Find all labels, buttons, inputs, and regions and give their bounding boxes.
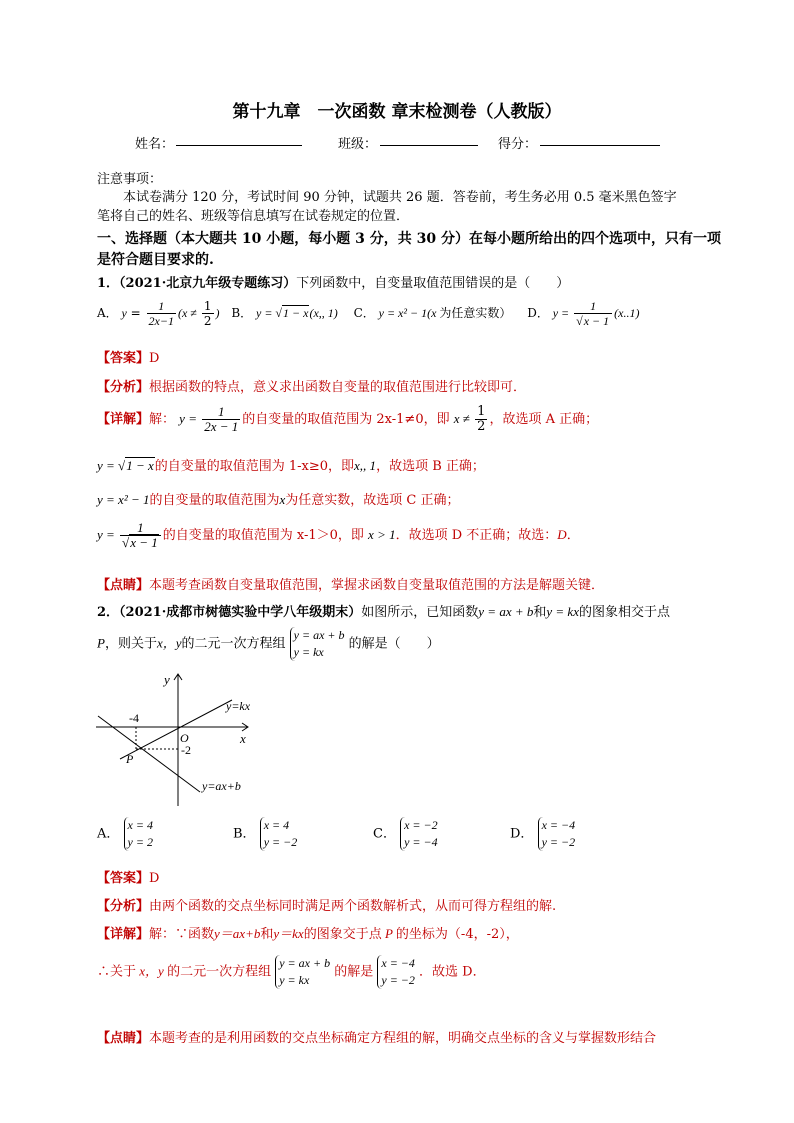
q1-answer xyxy=(97,347,159,366)
section-heading-bold: 一、选择题（本大题共 10 小题，每小题 3 分，共 30 分） xyxy=(97,231,469,247)
section-heading xyxy=(97,228,721,248)
q2-detail-line-2: ∴关于 x，y 的二元一次方程组 y = ax + b y = kx 的解是 x = −4 y = −2 ．故选 D． xyxy=(97,956,486,987)
graph-y-label: y xyxy=(164,672,170,687)
q1-option-c-note: 为任意实数） xyxy=(439,306,512,320)
q1-comment xyxy=(97,574,604,593)
q2-stem: 2．（2021·成都市树德实验中学八年级期末）如图所示，已知函数y = ax + b和y = kx的图象相交于点 xyxy=(97,604,670,620)
q1-analysis xyxy=(97,376,526,395)
notice-heading: 注意事项： xyxy=(97,172,163,187)
q1-option-c-formula: y = x² − 1(x xyxy=(378,306,440,320)
q2-comment: 【点睛】本题考查的是利用函数的交点坐标确定方程组的解，明确交点坐标的含义与掌握数形结合 xyxy=(97,1031,657,1046)
score-field[interactable] xyxy=(540,133,660,146)
q2-analysis: 【分析】由两个函数的交点坐标同时满足两个函数解析式，从而可得方程组的解. xyxy=(97,899,557,914)
graph-origin-label: O xyxy=(180,731,189,745)
q1-comment-tag: 【点睛】 xyxy=(97,578,150,593)
q1-analysis-text: 根据函数的特点，意义求出函数自变量的取值范围进行比较即可． xyxy=(149,380,527,395)
q1-option-d-formula: y = xyxy=(552,306,573,320)
q1-analysis-tag: 【分析】 xyxy=(97,380,150,395)
q1-option-b-label: B． xyxy=(231,306,253,320)
graph-x-label: x xyxy=(240,731,246,746)
q2-stem-line-2: P，则关于x，y的二元一次方程组 y = ax + b y = kx 的解是（ ） xyxy=(97,628,440,659)
section-heading-line-2: 是符合题目要求的. xyxy=(97,252,214,268)
notice-line-1: 本试卷满分 120 分，考试时间 90 分钟，试题共 26 题．答卷前，考生务必用 0.5 毫米黑色签字 xyxy=(123,190,677,205)
q1-options: A． y = $\frac{1}{2x-1}$ (x ≠ $\frac{1}{2}$ ) B． y = √1 − x(x,, 1) C． y = x² − 1(x 为任意实数） D． y = $\frac{1}{√x - 1}$ (x..1) xyxy=(97,299,640,328)
graph-point-label: P xyxy=(126,752,134,766)
q2-option-b: B． x = 4 y = −2 xyxy=(233,818,298,849)
graph-line-kx-label: y=kx xyxy=(226,699,251,713)
q1-detail-tag: 【详解】 xyxy=(97,412,150,427)
q1-stem xyxy=(97,272,569,291)
q1-answer-tag: 【答案】 xyxy=(97,351,150,366)
q1-option-b-formula: y = √1 − x(x,, 1) xyxy=(256,306,338,320)
q2-answer: 【答案】D xyxy=(97,871,160,886)
graph-y-tick: -2 xyxy=(181,743,191,757)
score-label: 得分： xyxy=(498,137,538,152)
q2-option-c: C． x = −2 y = −4 xyxy=(373,818,438,849)
q1-detail-line-3: y = x² − 1的自变量的取值范围为x为任意实数，故选项 C 正确； xyxy=(97,492,460,508)
name-label: 姓名： xyxy=(135,137,175,152)
graph-x-tick: -4 xyxy=(129,711,139,725)
q1-option-a-formula: y xyxy=(121,306,127,320)
graph-line-axb-label: y=ax+b xyxy=(202,779,241,793)
q1-option-c-label: C． xyxy=(353,306,375,320)
q1-detail-line-4: y = $\frac{1}{√x - 1}$ 的自变量的取值范围为 x-1＞0，即 x > 1．故选项 D 不正确；故选：D． xyxy=(97,520,580,550)
class-field[interactable] xyxy=(380,133,478,146)
q2-option-d: D． x = −4 y = −2 xyxy=(510,818,576,849)
notice-line-2: 笔将自己的姓名、班级等信息填写在试卷规定的位置． xyxy=(97,209,410,224)
q1-stem-text: 下列函数中，自变量取值范围错误的是（ ） xyxy=(296,276,570,291)
name-field[interactable] xyxy=(176,133,302,146)
q1-detail-line-2: y = √1 − x的自变量的取值范围为 1-x≥0，即x,, 1，故选项 B 正确； xyxy=(97,458,485,474)
q1-detail-line-1: 【详解】解： y = $\frac{1}{2x - 1}$ 的自变量的取值范围为 2x-1≠0，即 x ≠ $\frac{1}{2}$ ，故选项 A 正确； xyxy=(97,404,599,434)
q2-graph xyxy=(92,672,272,812)
q1-option-a-fraction: $\frac{1}{2x-1}$ xyxy=(148,299,174,328)
q1-comment-text: 本题考查函数自变量取值范围，掌握求函数自变量取值范围的方法是解题关键． xyxy=(149,578,605,593)
q1-option-a-label: A． xyxy=(97,306,118,320)
q2-detail-line-1: 【详解】解：∵函数y＝ax+b和y＝kx的图象交于点 P 的坐标为（-4，-2）， xyxy=(97,926,519,942)
graph-line-kx xyxy=(120,700,232,759)
q1-source: 1．（2021·北京九年级专题练习） xyxy=(97,276,297,291)
q1-answer-value: D xyxy=(149,351,160,366)
class-label: 班级： xyxy=(338,137,378,152)
page-title: 第十九章 一次函数 章末检测卷（人教版） xyxy=(232,102,562,122)
q1-option-d-label: D． xyxy=(527,306,549,320)
q2-option-a: A． x = 4 y = 2 xyxy=(97,818,153,849)
q2-source: 2．（2021·成都市树德实验中学八年级期末） xyxy=(97,605,362,620)
section-heading-rest: 在每小题所给出的四个选项中，只有一项 xyxy=(468,231,721,247)
